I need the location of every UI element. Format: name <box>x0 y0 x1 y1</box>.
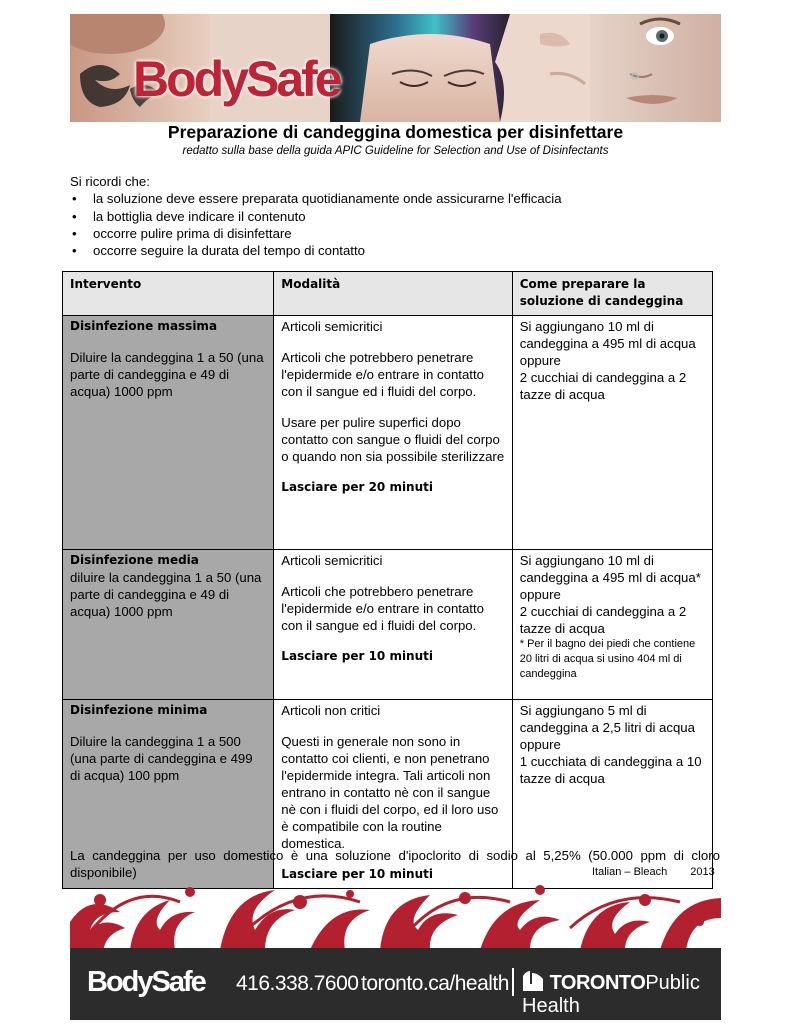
bleach-table <box>62 271 713 889</box>
list-item: • la soluzione deve essere preparata quotidianamente onde assicurarne l'efficacia <box>70 190 562 207</box>
toronto-city-hall-icon <box>522 970 544 992</box>
org-name-rest: Public Health <box>522 972 700 1017</box>
language-label: Italian – Bleach <box>592 866 668 878</box>
item-extra: Usare per pulire superfici dopo contatto con sangue o fluidi del corpo o quando non sia possibile sterilizzare <box>281 415 505 464</box>
footer-divider <box>512 968 514 996</box>
footer-brand-logo: BodySafe <box>87 966 205 998</box>
page-title: Preparazione di candeggina domestica per disinfettare <box>167 122 624 142</box>
table-row <box>63 550 713 700</box>
contact-time: Lasciare per 10 minuti <box>281 867 433 881</box>
prep-option-b: 2 cucchiai di candeggina a 2 tazze di acqua <box>519 370 687 402</box>
item-description: Articoli che potrebbero penetrare l'epidermide e/o entrare in contatto con il sangue ed i fluidi del corpo. <box>281 350 484 399</box>
item-category: Articoli non critici <box>281 703 381 718</box>
org-name-bold: TORONTO <box>549 972 646 994</box>
prep-or: oppure <box>519 353 561 368</box>
prep-option-b: 1 cucchiata di candeggina a 10 tazze di acqua <box>519 754 702 786</box>
list-item: • occorre pulire prima di disinfettare <box>70 225 562 242</box>
item-category: Articoli semicritici <box>281 553 383 568</box>
level-cell <box>63 550 274 700</box>
intro-text: Si ricordi che: <box>70 174 150 189</box>
website-link[interactable]: toronto.ca/health <box>361 972 509 995</box>
item-description: Questi in generale non sono in contatto coi clienti, e non penetrano l'epidermide integra. Tali articoli non entrano in contatto nè con il sangue nè con i fluidi del corpo, ed il loro uso è compatibile con la routine domestica. <box>281 734 499 851</box>
contact-time: Lasciare per 20 minuti <box>281 480 433 494</box>
reminder-list <box>70 190 562 259</box>
list-item: • la bottiglia deve indicare il contenuto <box>70 208 562 225</box>
prep-or: oppure <box>519 587 561 602</box>
prep-option-a: Si aggiungano 10 ml di candeggina a 495 ml di acqua* <box>519 553 701 585</box>
level-cell <box>63 316 274 550</box>
toronto-public-health-logo <box>522 970 721 1018</box>
brand-logo: BodySafe <box>133 51 340 107</box>
table-header-row <box>63 272 713 316</box>
footer-bar <box>70 948 721 1020</box>
dilution-text: Diluire la candeggina 1 a 500 (una parte di candeggina e 499 di acqua) 100 ppm <box>70 734 253 783</box>
page-subtitle: redatto sulla base della guida APIC Guideline for Selection and Use of Disinfectants <box>182 145 609 157</box>
prep-footnote: * Per il bagno dei piedi che contiene 20 litri di acqua si usino 404 ml di candeggina <box>519 638 696 680</box>
item-description: Articoli che potrebbero penetrare l'epidermide e/o entrare in contatto con il sangue ed i fluidi del corpo. <box>281 584 484 633</box>
modality-cell <box>274 316 512 550</box>
preparation-cell <box>512 550 712 700</box>
dilution-text: Diluire la candeggina 1 a 50 (una parte di candeggina e 49 di acqua) 1000 ppm <box>70 350 264 399</box>
level-name: Disinfezione media <box>70 553 199 567</box>
item-category: Articoli semicritici <box>281 319 383 334</box>
prep-option-a: Si aggiungano 10 ml di candeggina a 495 ml di acqua <box>519 319 696 351</box>
document-meta <box>592 866 715 878</box>
decorative-ornament <box>70 882 721 950</box>
bleach-footnote: La candeggina per uso domestico è una soluzione d'ipoclorito di sodio al 5,25% (50.000 ppm di cloro disponibile) <box>70 848 720 880</box>
contact-time: Lasciare per 10 minuti <box>281 649 433 663</box>
header-banner <box>70 14 721 122</box>
prep-option-b: 2 cucchiai di candeggina a 2 tazze di acqua <box>519 604 687 636</box>
level-name: Disinfezione massima <box>70 319 218 333</box>
column-header-modalita: Modalità <box>274 272 512 316</box>
prep-or: oppure <box>519 737 561 752</box>
year-label: 2013 <box>690 866 715 878</box>
phone-number: 416.338.7600 <box>236 972 359 995</box>
dilution-text: diluire la candeggina 1 a 50 (una parte di candeggina e 49 di acqua) 1000 ppm <box>70 570 262 619</box>
list-item: • occorre seguire la durata del tempo di contatto <box>70 242 562 259</box>
intro-section <box>70 173 562 259</box>
table-row <box>63 316 713 550</box>
column-header-preparazione: Come preparare la soluzione di candeggina <box>512 272 712 316</box>
preparation-cell <box>512 316 712 550</box>
modality-cell <box>274 550 512 700</box>
column-header-intervento: Intervento <box>63 272 274 316</box>
prep-option-a: Si aggiungano 5 ml di candeggina a 2,5 litri di acqua <box>519 703 695 735</box>
level-name: Disinfezione minima <box>70 703 208 717</box>
